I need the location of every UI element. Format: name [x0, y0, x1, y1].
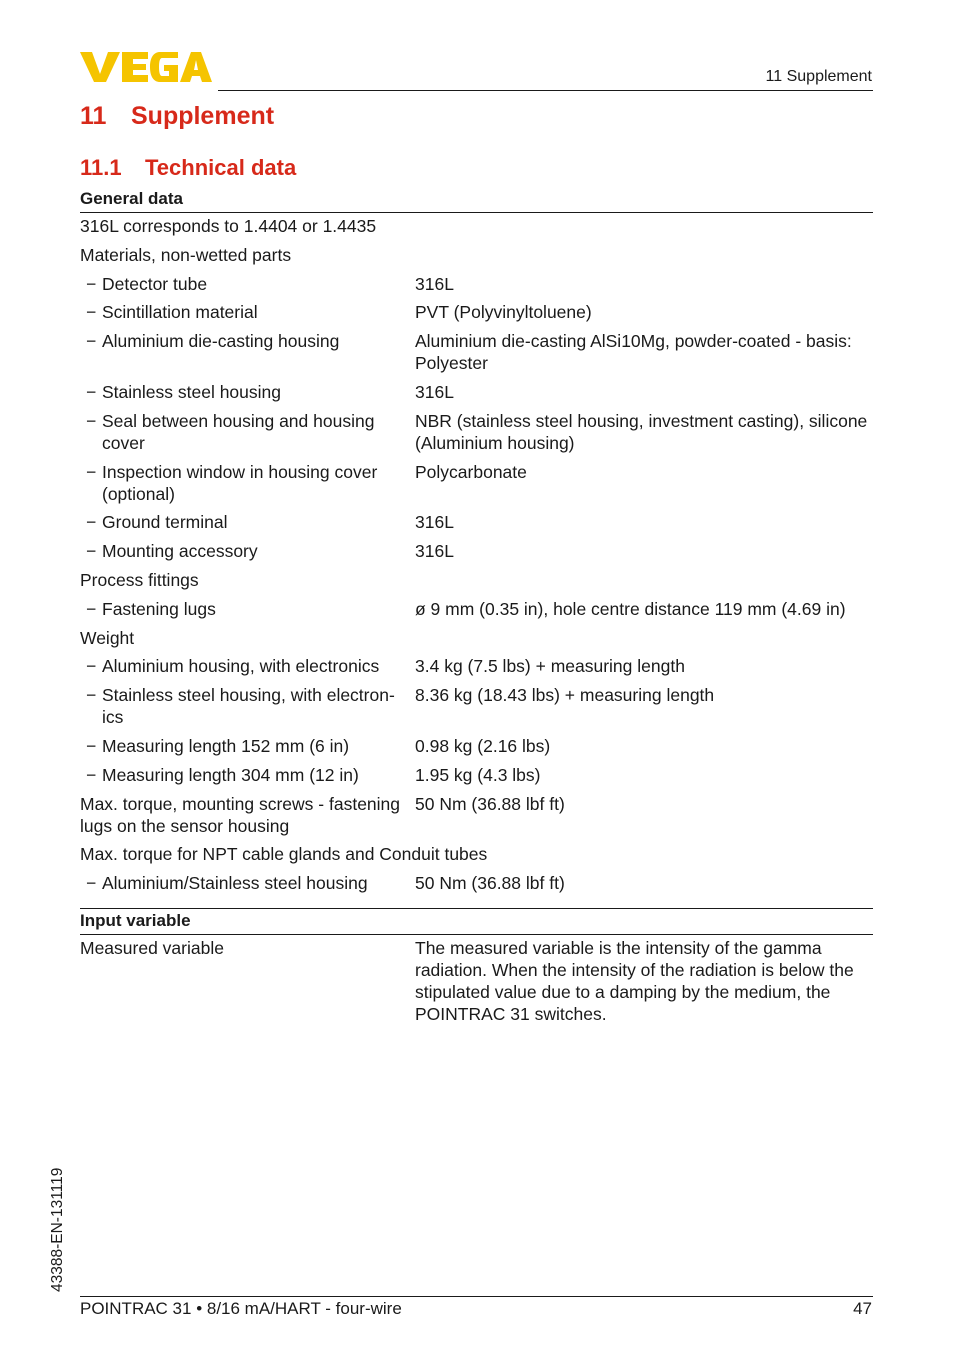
row-label: − Stainless steel housing, with electron-ics: [80, 684, 415, 728]
table-row: [80, 538, 873, 567]
row-value: Polycarbonate: [415, 461, 527, 482]
row-value: Aluminium die-casting AlSi10Mg, powder-coated - basis: Polyester: [415, 331, 852, 374]
table-row: [80, 299, 873, 328]
section-number: 11.1: [80, 155, 122, 180]
row-value: 316L: [415, 381, 454, 402]
row-label: − Measuring length 152 mm (6 in): [80, 735, 415, 757]
row-value: 1.95 kg (4.3 lbs): [415, 764, 541, 785]
row-value: 50 Nm (36.88 lbf ft): [415, 873, 565, 894]
table-row: [80, 733, 873, 762]
weight-heading: Weight: [80, 627, 135, 648]
table-row: [80, 762, 873, 791]
row-value: ø 9 mm (0.35 in), hole centre distance 119 mm (4.69 in): [415, 598, 846, 619]
general-data-heading: General data: [80, 187, 873, 213]
table-row: [80, 653, 873, 682]
row-label: − Mounting accessory: [80, 540, 415, 562]
table-row: [80, 841, 873, 870]
row-label: − Aluminium housing, with electronics: [80, 655, 415, 677]
table-row: [80, 213, 873, 242]
row-label: − Aluminium die-casting housing: [80, 330, 415, 374]
row-label: − Seal between housing and housing cover: [80, 410, 415, 454]
general-data-table: [80, 187, 873, 899]
row-value: PVT (Polyvinyltoluene): [415, 302, 592, 323]
row-value: 3.4 kg (7.5 lbs) + measuring length: [415, 656, 685, 677]
row-value: 316L: [415, 273, 454, 294]
table-row: [80, 567, 873, 596]
table-row: [80, 379, 873, 408]
header-section-label: 11 Supplement: [765, 68, 872, 85]
table-row: [80, 408, 873, 459]
section-title: [80, 155, 296, 181]
process-fittings-heading: Process fittings: [80, 569, 199, 590]
page-number: 47: [853, 1299, 872, 1318]
table-row: [80, 509, 873, 538]
row-label: − Inspection window in housing cover (optional): [80, 461, 415, 505]
row-value: NBR (stainless steel housing, investment casting), silicone (Aluminium housing): [415, 410, 868, 453]
row-value: 0.98 kg (2.16 lbs): [415, 735, 551, 756]
chapter-title-text: Supplement: [131, 102, 275, 130]
vega-logo: [80, 50, 212, 84]
npt-heading: Max. torque for NPT cable glands and Conduit tubes: [80, 844, 488, 865]
row-value: 8.36 kg (18.43 lbs) + measuring length: [415, 685, 715, 706]
torque-label: Max. torque, mounting screws - fastening lugs on the sensor housing: [80, 793, 401, 836]
measured-variable-value: The measured variable is the intensity of the gamma radiation. When the intensity of the radiation is below the stipulated value due to a damping by the medium, the POINTRAC 31 switches.: [415, 938, 854, 1024]
table-row: [80, 459, 873, 510]
chapter-title: [80, 102, 274, 131]
table-row: [80, 935, 873, 1030]
table-row: [80, 242, 873, 271]
table-row: [80, 596, 873, 625]
header-rule: [218, 90, 873, 91]
row-label: − Scintillation material: [80, 301, 415, 323]
row-label: − Aluminium/Stainless steel housing: [80, 872, 415, 894]
footer-rule: [80, 1296, 873, 1297]
table-row: [80, 870, 873, 899]
row-value: 316L: [415, 512, 454, 533]
row-label: − Stainless steel housing: [80, 381, 415, 403]
row-label: − Ground terminal: [80, 511, 415, 533]
footer-product: POINTRAC 31 • 8/16 mA/HART - four-wire: [80, 1299, 402, 1318]
document-code: 43388-EN-131119: [49, 1167, 66, 1292]
table-row: [80, 682, 873, 733]
chapter-number: 11: [80, 102, 107, 130]
non-wetted-heading: Materials, non-wetted parts: [80, 244, 292, 265]
input-variable-table: [80, 908, 873, 1030]
row-value: 316L: [415, 541, 454, 562]
table-row: [80, 271, 873, 300]
table-row: [80, 791, 873, 842]
measured-variable-label: Measured variable: [80, 938, 224, 958]
row-label: − Measuring length 304 mm (12 in): [80, 764, 415, 786]
table-row: [80, 625, 873, 654]
table-row: [80, 328, 873, 379]
torque-value: 50 Nm (36.88 lbf ft): [415, 793, 565, 814]
row-label: − Fastening lugs: [80, 598, 415, 620]
row-label: − Detector tube: [80, 273, 415, 295]
material-note: 316L corresponds to 1.4404 or 1.4435: [80, 216, 377, 236]
section-title-text: Technical data: [145, 155, 297, 180]
input-variable-heading: Input variable: [80, 909, 873, 935]
